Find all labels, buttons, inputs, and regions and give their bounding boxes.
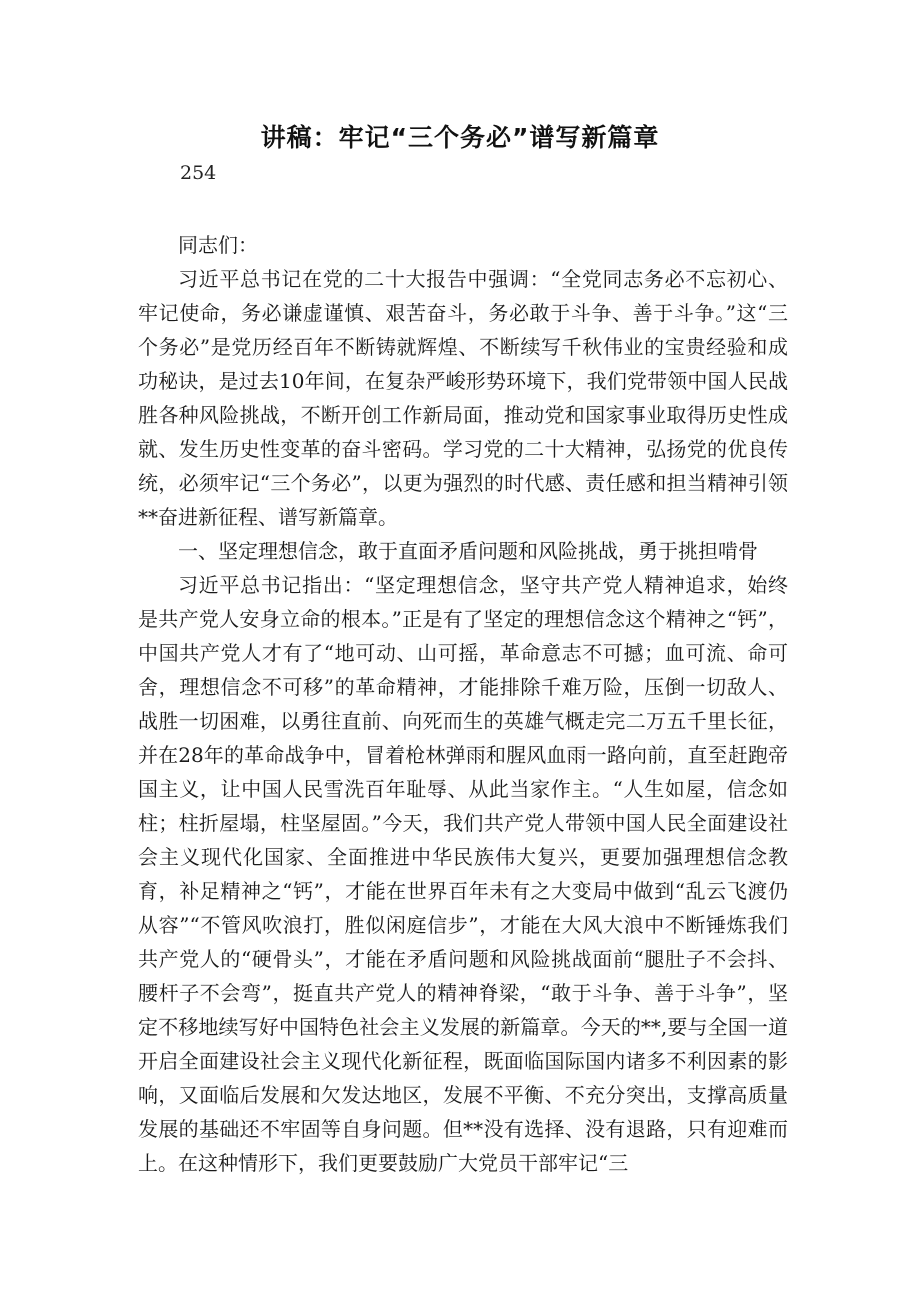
salutation: 同志们：: [178, 233, 258, 257]
document-title: 讲稿：牢记“三个务必”谱写新篇章: [260, 123, 660, 152]
section-heading-1: 一、坚定理想信念，敢于直面矛盾问题和风险挑战，勇于挑担啃骨: [178, 539, 758, 563]
paragraph-section-1: 习近平总书记指出：“坚定理想信念，坚守共产党人精神追求，始终是共产党人安身立命的根本。”正是有了坚定的理想信念这个精神之“钙”，中国共产党人才有了“地可动、山可摇，革命意志不可撼；血可流、命可舍，理想信念不可移”的革命精神，才能排除千难万险，压倒一切敌人、战胜一切困难，以勇往直前、向死而生的英雄气概走完二万五千里长征，并在28年的革命战争中，冒着枪林弹雨和腥风血雨一路向前，直至赶跑帝国主义，让中国人民雪洗百年耻辱、从此当家作主。“人生如屋，信念如柱；柱折屋塌，柱坚屋固。”今天，我们共产党人带领中国人民全面建设社会主义现代化国家、全面推进中华民族伟大复兴，更要加强理想信念教育，补足精神之“钙”，才能在世界百年未有之大变局中做到“乱云飞渡仍从容”“不管风吹浪打，胜似闲庭信步”，才能在大风大浪中不断锤炼我们共产党人的“硬骨头”，才能在矛盾问题和风险挑战面前“腿肚子不会抖、腰杆子不会弯”，挺直共产党人的精神脊梁，“敢于斗争、善于斗争”，坚定不移地续写好中国特色社会主义发展的新篇章。今天的**,要与全国一道开启全面建设社会主义现代化新征程，既面临国际国内诸多不利因素的影响，又面临后发展和欠发达地区，发展不平衡、不充分突出，支撑高质量发展的基础还不牢固等自身问题。但**没有选择、没有退路，只有迎难而上。在这种情形下，我们更要鼓励广大党员干部牢记“三: [138, 573, 788, 1175]
document-number: 254: [180, 162, 217, 184]
paragraph-intro: 习近平总书记在党的二十大报告中强调：“全党同志务必不忘初心、牢记使命，务必谦虚谨慎、艰苦奋斗，务必敢于斗争、善于斗争。”这“三个务必”是党历经百年不断铸就辉煌、不断续写千秋伟业的宝贵经验和成功秘诀，是过去10年间，在复杂严峻形势环境下，我们党带领中国人民战胜各种风险挑战，不断开创工作新局面，推动党和国家事业取得历史性成就、发生历史性变革的奋斗密码。学习党的二十大精神，弘扬党的优良传统，必须牢记“三个务必”，以更为强烈的时代感、责任感和担当精神引领**奋进新征程、谱写新篇章。: [138, 267, 788, 529]
document-body: [138, 228, 788, 1180]
